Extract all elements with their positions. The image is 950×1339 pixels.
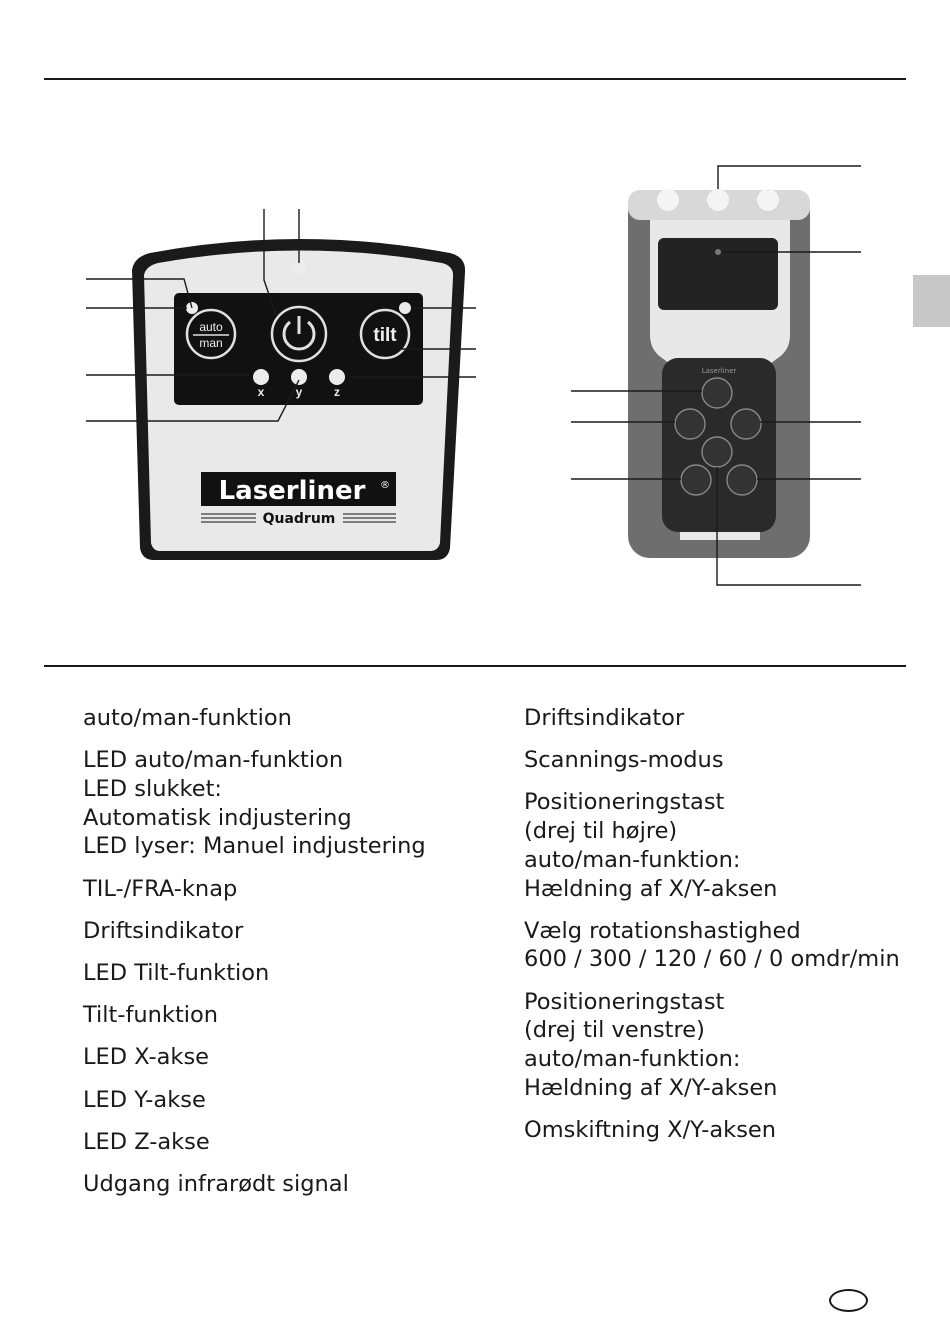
legend-item: LED X-akse bbox=[83, 1044, 210, 1071]
legend-item: Tilt-funktion bbox=[83, 1002, 219, 1029]
svg-text:®: ® bbox=[380, 480, 390, 491]
remote-control-figure bbox=[571, 166, 861, 585]
led-tilt bbox=[399, 302, 411, 314]
legend-right-column bbox=[524, 704, 914, 1158]
legend-item: Positioneringstast (drej til højre) auto/man-funktion: Hældning af X/Y-aksen bbox=[524, 789, 778, 902]
laserliner-logo bbox=[201, 472, 396, 506]
axis-x-label: x bbox=[257, 385, 265, 399]
legend-item: Driftsindikator bbox=[524, 705, 685, 731]
led-z bbox=[329, 369, 345, 385]
auto-label: auto bbox=[199, 320, 223, 334]
rotation-speed-button[interactable] bbox=[731, 409, 761, 439]
keypad-brand: Laserliner bbox=[701, 367, 737, 375]
legend-item: Positioneringstast (drej til venstre) auto/man-funktion: Hældning af X/Y-aksen bbox=[524, 988, 778, 1101]
position-right-button[interactable] bbox=[675, 409, 705, 439]
legend-item: LED auto/man-funktion LED slukket: Automatisk indjustering LED lyser: Manuel indjustering bbox=[83, 747, 426, 860]
language-badge-oval bbox=[829, 1289, 868, 1312]
infrared-emitter-left bbox=[657, 189, 679, 211]
remote-operating-led bbox=[715, 249, 721, 255]
position-left-button[interactable] bbox=[681, 465, 711, 495]
man-label: man bbox=[199, 336, 223, 350]
axis-z-label: z bbox=[334, 385, 340, 399]
control-panel-figure bbox=[86, 209, 476, 560]
led-y bbox=[291, 369, 307, 385]
legend-item: Driftsindikator bbox=[83, 917, 244, 944]
extra-button[interactable] bbox=[727, 465, 757, 495]
legend-item: Udgang infrarødt signal bbox=[83, 1170, 349, 1197]
legend-item: Omskiftning X/Y-aksen bbox=[524, 1116, 777, 1143]
axis-switch-button[interactable] bbox=[702, 437, 732, 467]
auto-man-button[interactable] bbox=[187, 310, 235, 358]
legend-left-column bbox=[83, 704, 503, 1212]
infrared-emitter-center bbox=[707, 189, 729, 211]
legend-item: Vælg rotationshastighed 600 / 300 / 120 / 60 / 0 omdr/min bbox=[524, 917, 900, 973]
legend-item: TIL-/FRA-knap bbox=[83, 875, 238, 902]
legend-item: auto/man-funktion bbox=[83, 705, 292, 731]
legend-item: LED Tilt-funktion bbox=[83, 959, 270, 986]
legend-item: Scannings-modus bbox=[524, 747, 724, 774]
middle-rule bbox=[44, 665, 906, 667]
remote-window bbox=[658, 238, 778, 310]
svg-text:Quadrum: Quadrum bbox=[262, 511, 336, 527]
legend-item: LED Z-akse bbox=[83, 1128, 210, 1155]
device-illustrations bbox=[0, 0, 950, 660]
infrared-emitter-right bbox=[757, 189, 779, 211]
axis-y-label: y bbox=[295, 385, 303, 399]
tilt-label: tilt bbox=[373, 325, 397, 346]
led-x bbox=[253, 369, 269, 385]
legend-item: LED Y-akse bbox=[83, 1086, 206, 1113]
svg-text:Laserliner: Laserliner bbox=[218, 476, 366, 506]
scan-mode-button[interactable] bbox=[702, 378, 732, 408]
